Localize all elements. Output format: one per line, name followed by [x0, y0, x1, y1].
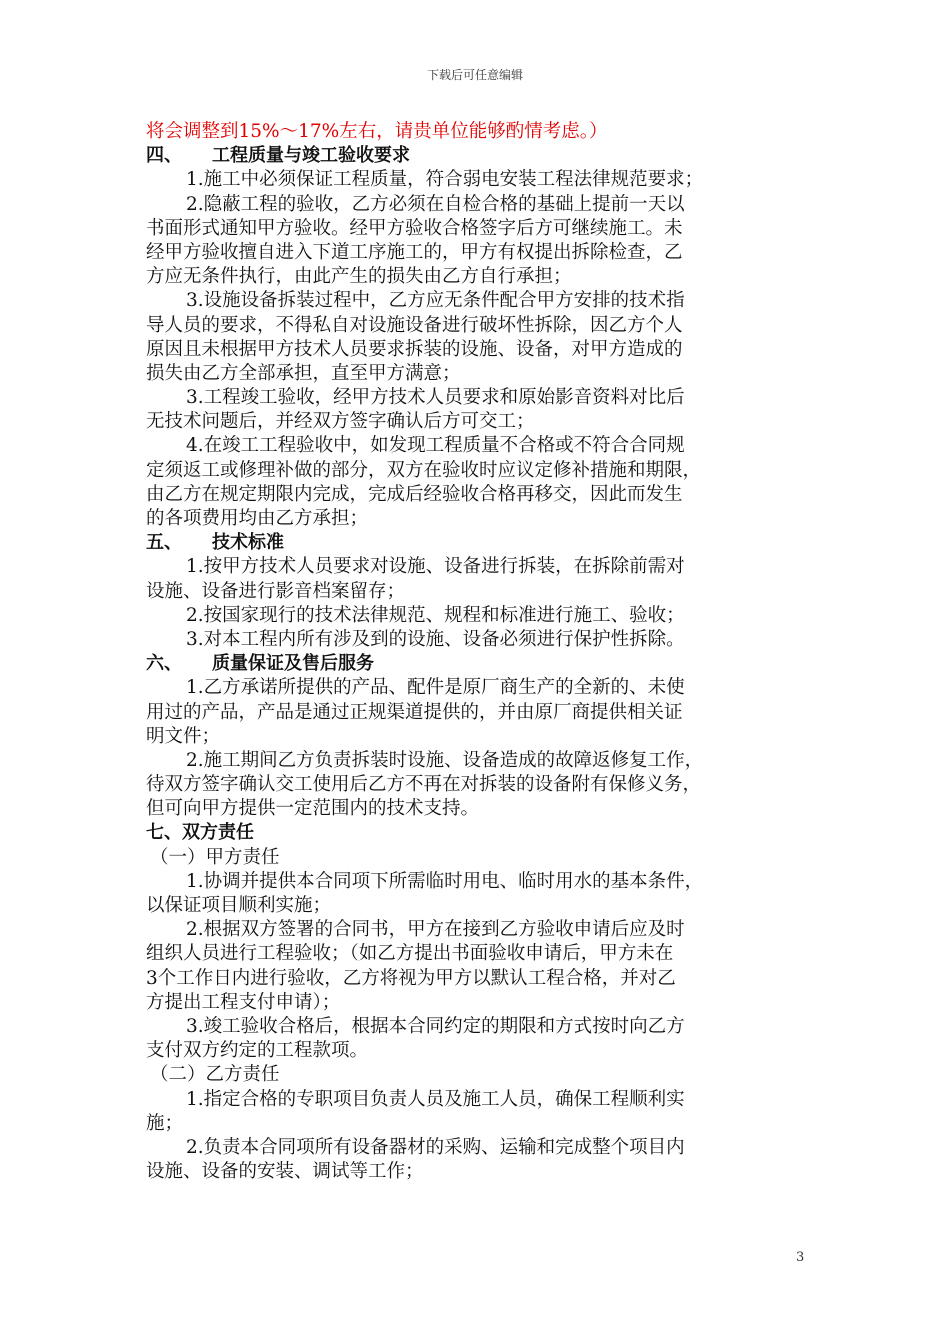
- text-line: [146, 797, 808, 821]
- text-line: [146, 676, 808, 700]
- text-line: [146, 1039, 808, 1063]
- text-line: [146, 870, 808, 894]
- text-line: [146, 217, 808, 241]
- line-text: 1.乙方承诺所提供的产品、配件是原厂商生产的全新的、未使: [186, 677, 685, 699]
- section-heading: [146, 652, 808, 676]
- text-line: [146, 120, 808, 144]
- line-text: 组织人员进行工程验收；（如乙方提出书面验收申请后，甲方未在: [146, 943, 674, 965]
- text-line: [146, 386, 808, 410]
- line-text: 设施、设备进行影音档案留存；: [146, 580, 406, 602]
- line-text: （一）甲方责任: [150, 846, 280, 868]
- line-text: 1.施工中必须保证工程质量，符合弱电安装工程法律规范要求；: [186, 169, 704, 191]
- text-line: [146, 1088, 808, 1112]
- line-text: 方提出工程支付申请）；: [146, 991, 341, 1013]
- text-line: [146, 314, 808, 338]
- text-line: [146, 1160, 808, 1184]
- line-text: 由乙方在规定期限内完成，完成后经验收合格再移交，因此而发生: [146, 483, 683, 505]
- line-text: 3个工作日内进行验收，乙方将视为甲方以默认工程合格，并对乙: [146, 967, 676, 989]
- line-text: 3.工程竣工验收，经甲方技术人员要求和原始影音资料对比后: [186, 387, 685, 409]
- line-text: 施；: [146, 1112, 184, 1134]
- line-text: 无技术问题后，并经双方签字确认后方可交工；: [146, 411, 535, 433]
- text-line: [146, 289, 808, 313]
- text-line: [146, 991, 808, 1015]
- text-line: [146, 725, 808, 749]
- text-line: [146, 918, 808, 942]
- text-line: [146, 507, 808, 531]
- text-line: [146, 1063, 808, 1087]
- text-line: [146, 193, 808, 217]
- text-line: [146, 459, 808, 483]
- page-number: 3: [796, 1250, 805, 1265]
- section-heading: [146, 531, 808, 555]
- text-line: [146, 846, 808, 870]
- line-text: 设施、设备的安装、调试等工作；: [146, 1161, 424, 1183]
- line-text: （二）乙方责任: [150, 1064, 280, 1086]
- text-line: [146, 749, 808, 773]
- section-number: 四、: [146, 145, 182, 167]
- text-line: [146, 628, 808, 652]
- line-text: 定须返工或修理补做的部分，双方在验收时应议定修补措施和期限，: [146, 459, 702, 481]
- text-line: [146, 241, 808, 265]
- line-text: 质量保证及售后服务: [212, 653, 374, 675]
- text-line: [146, 434, 808, 458]
- line-text: 3.设施设备拆装过程中，乙方应无条件配合甲方安排的技术指: [186, 290, 685, 312]
- text-line: [146, 967, 808, 991]
- section-heading: [146, 821, 808, 845]
- text-line: [146, 894, 808, 918]
- section-number: 六、: [146, 653, 182, 675]
- text-line: [146, 483, 808, 507]
- text-line: [146, 168, 808, 192]
- line-text: 明文件；: [146, 725, 221, 747]
- line-text: 1.按甲方技术人员要求对设施、设备进行拆装，在拆除前需对: [186, 556, 685, 578]
- text-line: [146, 1112, 808, 1136]
- line-text: 书面形式通知甲方验收。经甲方验收合格签字后方可继续施工。未: [146, 217, 683, 239]
- text-line: [146, 265, 808, 289]
- line-text: 4.在竣工工程验收中，如发现工程质量不合格或不符合合同规: [186, 435, 685, 457]
- line-text: 3.竣工验收合格后，根据本合同约定的期限和方式按时向乙方: [186, 1015, 685, 1037]
- text-line: [146, 410, 808, 434]
- line-text: 经甲方验收擅自进入下道工序施工的，甲方有权提出拆除检查，乙: [146, 241, 683, 263]
- line-text: 3.对本工程内所有涉及到的设施、设备必须进行保护性拆除。: [186, 628, 685, 650]
- line-text: 2.负责本合同项所有设备器材的采购、运输和完成整个项目内: [186, 1136, 685, 1158]
- line-text: 支付双方约定的工程款项。: [146, 1040, 369, 1062]
- text-line: [146, 580, 808, 604]
- line-text: 1.协调并提供本合同项下所需临时用电、临时用水的基本条件，: [186, 870, 704, 892]
- section-heading: [146, 144, 808, 168]
- line-text: 2.根据双方签署的合同书，甲方在接到乙方验收申请后应及时: [186, 919, 685, 941]
- text-line: [146, 1136, 808, 1160]
- text-line: [146, 942, 808, 966]
- text-line: [146, 1015, 808, 1039]
- text-line: [146, 701, 808, 725]
- line-text: 但可向甲方提供一定范围内的技术支持。: [146, 798, 480, 820]
- line-text: 损失由乙方全部承担，直至甲方满意；: [146, 362, 461, 384]
- line-text: 待双方签字确认交工使用后乙方不再在对拆装的设备附有保修义务，: [146, 774, 702, 796]
- line-text: 方应无条件执行，由此产生的损失由乙方自行承担；: [146, 266, 572, 288]
- line-text: 用过的产品，产品是通过正规渠道提供的，并由原厂商提供相关证: [146, 701, 683, 723]
- section-number: 五、: [146, 532, 182, 554]
- text-line: [146, 555, 808, 579]
- document-body: [146, 120, 808, 1184]
- line-text: 将会调整到15%～17%左右，请贵单位能够酌情考虑。）: [146, 121, 608, 142]
- page-header: 下载后可任意编辑: [426, 68, 523, 82]
- line-text: 2.按国家现行的技术法律规范、规程和标准进行施工、验收；: [186, 604, 685, 626]
- line-text: 七、双方责任: [146, 822, 254, 844]
- line-text: 工程质量与竣工验收要求: [212, 145, 410, 167]
- line-text: 的各项费用均由乙方承担；: [146, 508, 369, 529]
- text-line: [146, 362, 808, 386]
- line-text: 原因且未根据甲方技术人员要求拆装的设施、设备，对甲方造成的: [146, 338, 683, 360]
- line-text: 2.施工期间乙方负责拆装时设施、设备造成的故障返修复工作，: [186, 749, 704, 771]
- text-line: [146, 773, 808, 797]
- text-line: [146, 338, 808, 362]
- line-text: 技术标准: [212, 532, 284, 554]
- text-line: [146, 604, 808, 628]
- line-text: 1.指定合格的专职项目负责人员及施工人员，确保工程顺利实: [186, 1088, 685, 1110]
- line-text: 2.隐蔽工程的验收，乙方必须在自检合格的基础上提前一天以: [186, 193, 685, 215]
- line-text: 以保证项目顺利实施；: [146, 895, 332, 916]
- line-text: 导人员的要求，不得私自对设施设备进行破坏性拆除，因乙方个人: [146, 314, 683, 336]
